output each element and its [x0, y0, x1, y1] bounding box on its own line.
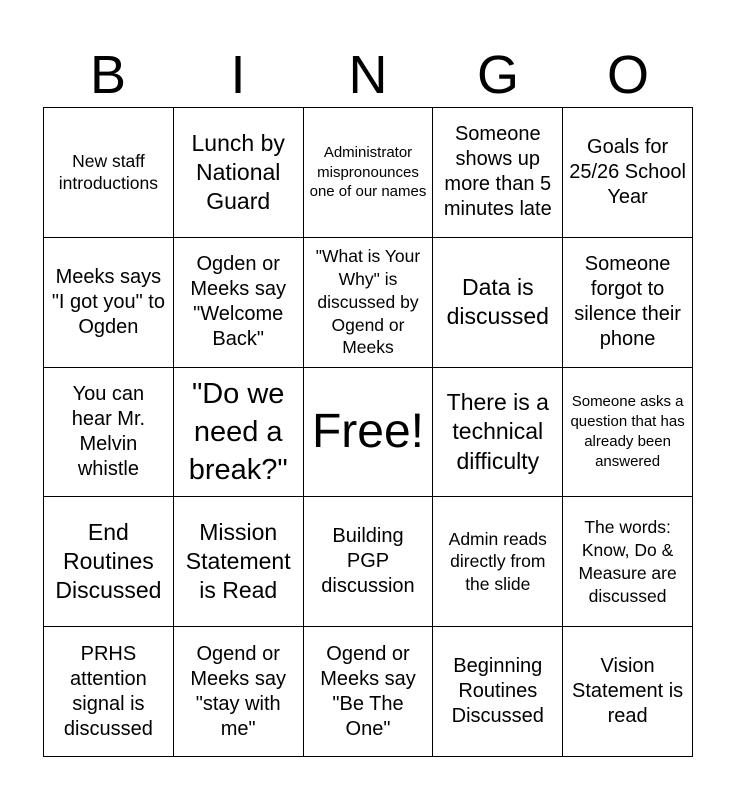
- bingo-cell[interactable]: [44, 108, 174, 238]
- bingo-cell[interactable]: [44, 497, 174, 627]
- bingo-cell[interactable]: [44, 627, 174, 757]
- cell-text: Vision Statement is read: [572, 655, 684, 728]
- bingo-cell[interactable]: [174, 108, 304, 238]
- bingo-cell[interactable]: [563, 368, 693, 498]
- bingo-cell[interactable]: [174, 368, 304, 498]
- cell-text: PRHS attention signal is discussed: [63, 642, 153, 740]
- cell-text: Goals for 25/26 School Year: [569, 135, 686, 208]
- cell-text: New staff introductions: [58, 150, 159, 194]
- cell-text: Administrator mispronounces one of our names: [309, 143, 427, 201]
- cell-text: "What is Your Why" is discussed by Ogend or Meeks: [315, 246, 421, 358]
- header-letter-b: B: [89, 45, 127, 105]
- cell-text: The words: Know, Do & Measure are discussed: [578, 517, 677, 606]
- cell-text: Meeks says "I got you" to Ogden: [51, 265, 165, 338]
- bingo-cell[interactable]: [433, 627, 563, 757]
- bingo-header: [43, 44, 693, 106]
- free-space-text: Free!: [311, 404, 424, 458]
- bingo-cell[interactable]: [44, 238, 174, 368]
- bingo-cell[interactable]: [304, 108, 434, 238]
- bingo-cell[interactable]: [304, 627, 434, 757]
- header-letter-o: O: [606, 45, 649, 105]
- bingo-cell[interactable]: [174, 238, 304, 368]
- cell-text: End Routines Discussed: [55, 518, 162, 604]
- bingo-cell[interactable]: [563, 108, 693, 238]
- cell-text: Building PGP discussion: [321, 525, 415, 598]
- cell-text: Admin reads directly from the slide: [448, 528, 547, 595]
- bingo-cell[interactable]: [174, 627, 304, 757]
- bingo-cell[interactable]: [563, 497, 693, 627]
- cell-text: "Do we need a break?": [188, 377, 288, 487]
- bingo-cell[interactable]: [174, 497, 304, 627]
- cell-text: Lunch by National Guard: [191, 129, 285, 214]
- bingo-cell[interactable]: [433, 108, 563, 238]
- cell-text: Someone asks a question that has already been answered: [570, 393, 685, 470]
- cell-text: You can hear Mr. Melvin whistle: [71, 382, 146, 480]
- cell-text: Someone shows up more than 5 minutes late: [443, 123, 552, 221]
- bingo-cell[interactable]: [433, 497, 563, 627]
- bingo-cell[interactable]: [304, 238, 434, 368]
- bingo-cell[interactable]: [563, 238, 693, 368]
- header-letter-i: I: [230, 45, 246, 105]
- bingo-cell[interactable]: [44, 368, 174, 498]
- cell-text: Ogend or Meeks say "Be The One": [320, 642, 416, 740]
- header-letter-g: G: [476, 45, 519, 105]
- header-letter-n: N: [348, 45, 388, 105]
- free-space-cell[interactable]: [304, 368, 434, 498]
- bingo-cell[interactable]: [304, 497, 434, 627]
- cell-text: Mission Statement is Read: [185, 518, 291, 604]
- cell-text: Data is discussed: [446, 273, 549, 330]
- cell-text: Someone forgot to silence their phone: [574, 253, 681, 351]
- bingo-cell[interactable]: [433, 368, 563, 498]
- bingo-cell[interactable]: [563, 627, 693, 757]
- cell-text: Ogden or Meeks say "Welcome Back": [190, 253, 286, 351]
- cell-text: There is a technical difficulty: [446, 389, 549, 474]
- cell-text: Beginning Routines Discussed: [451, 655, 544, 728]
- cell-text: Ogend or Meeks say "stay with me": [190, 642, 286, 740]
- bingo-card-grid: [43, 107, 693, 757]
- bingo-cell[interactable]: [433, 238, 563, 368]
